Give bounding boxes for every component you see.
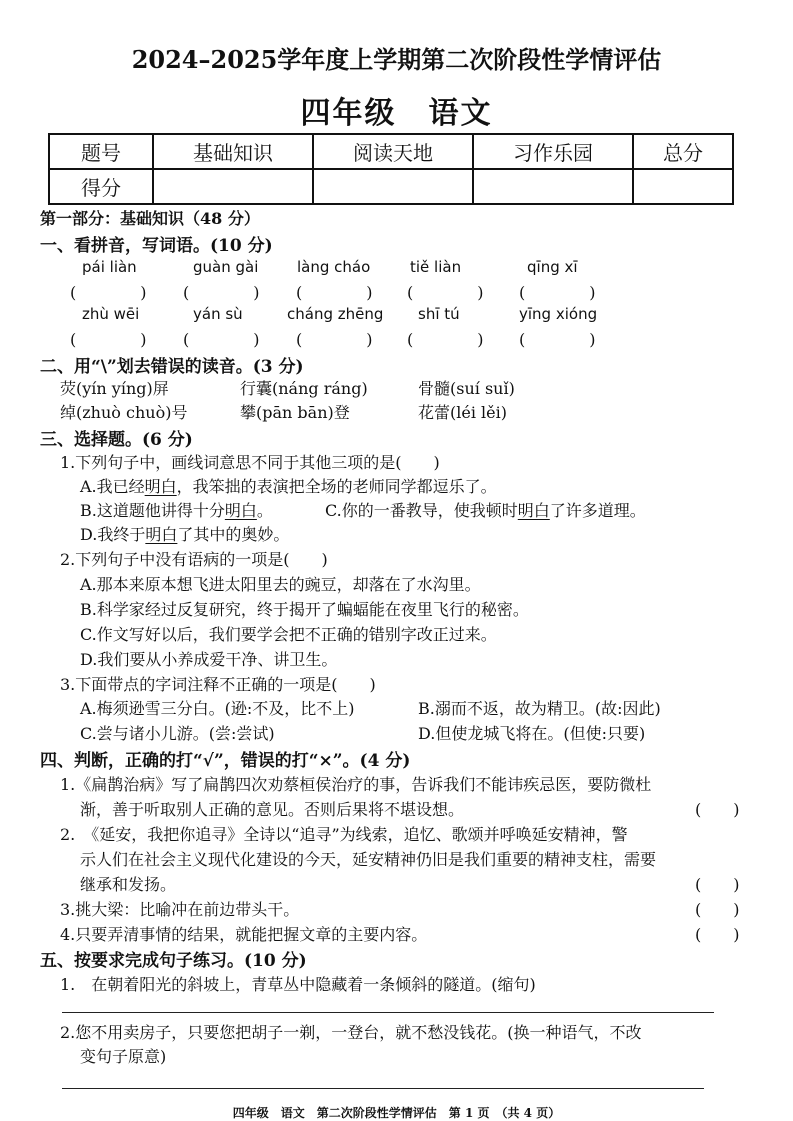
answer-blank[interactable]: ( ) [183,330,260,349]
answer-line-2[interactable] [62,1088,704,1089]
q3-3-option-d[interactable]: D.但使龙城飞将在。(但使:只要) [418,724,646,743]
judge-blank[interactable]: ( ) [695,800,740,819]
q2-item[interactable]: 骨髓(suí suǐ) [418,379,515,398]
q3-3-option-b[interactable]: B.溺而不返，故为精卫。(故:因此) [418,699,661,718]
q5-item-2-line2: 变句子原意) [80,1047,167,1066]
q4-title: 四、判断，正确的打“√”，错误的打“×”。(4 分) [40,751,411,771]
q3-1-option-d[interactable]: D.我终于明白了其中的奥妙。 [80,525,290,544]
part1-heading: 第一部分：基础知识（48 分） [40,209,260,228]
q3-3-stem: 3.下面带点的字词注释不正确的一项是( ) [60,675,376,694]
judge-blank[interactable]: ( ) [695,925,740,944]
q5-title: 五、按要求完成句子练习。(10 分) [40,951,307,971]
q2-title: 二、用“\”划去错误的读音。(3 分) [40,357,304,377]
judge-blank[interactable]: ( ) [695,900,740,919]
score-cell-basics[interactable] [153,169,313,204]
pinyin-8: cháng zhēng [287,305,384,323]
pinyin-2: guàn gài [193,258,259,276]
pinyin-7: yán sù [193,305,243,323]
score-cell-writing[interactable] [473,169,633,204]
q5-item-2-line1: 2.您不用卖房子，只要您把胡子一剃，一登台，就不愁没钱花。(换一种语气，不改 [60,1023,642,1042]
score-table-header-row [49,134,733,169]
judge-blank[interactable]: ( ) [695,875,740,894]
q2-item[interactable]: 荧(yín yíng)屏 [60,379,169,398]
q3-2-option-c[interactable]: C.作文写好以后，我们要学会把不正确的错别字改正过来。 [80,625,497,644]
q5-item-1: 1. 在朝着阳光的斜坡上，青草丛中隐藏着一条倾斜的隧道。(缩句) [60,975,536,994]
answer-blank[interactable]: ( ) [70,283,147,302]
q4-item-2-line1: 2. 《延安，我把你追寻》全诗以“追寻”为线索，追忆、歌颂并呼唤延安精神，警 [60,825,628,844]
score-table [48,133,734,205]
score-header-number: 题号 [49,134,153,169]
pinyin-6: zhù wēi [82,305,140,323]
q4-item-2-line3: 继承和发扬。 [80,875,177,894]
answer-blank[interactable]: ( ) [296,330,373,349]
score-table-score-row [49,169,733,204]
q4-item-2-line2: 示人们在社会主义现代化建设的今天，延安精神仍旧是我们重要的精神支柱，需要 [80,850,657,869]
q3-1-stem: 1.下列句子中，画线词意思不同于其他三项的是( ) [60,453,440,472]
q3-2-stem: 2.下列句子中没有语病的一项是( ) [60,550,328,569]
q3-2-option-a[interactable]: A.那本来原本想飞进太阳里去的豌豆，却落在了水沟里。 [80,575,481,594]
q3-3-option-c[interactable]: C.尝与诸小儿游。(尝:尝试) [80,724,275,743]
pinyin-3: làng cháo [297,258,371,276]
q3-1-option-a[interactable]: A.我已经明白，我笨拙的表演把全场的老师同学都逗乐了。 [80,477,497,496]
q4-item-4: 4.只要弄清事情的结果，就能把握文章的主要内容。 [60,925,428,944]
q1-title: 一、看拼音，写词语。(10 分) [40,236,273,256]
score-header-writing: 习作乐园 [473,134,633,169]
answer-blank[interactable]: ( ) [407,283,484,302]
q3-title: 三、选择题。(6 分) [40,430,193,450]
score-cell-total[interactable] [633,169,733,204]
q4-item-1-line1: 1.《扁鹊治病》写了扁鹊四次劝蔡桓侯治疗的事，告诉我们不能讳疾忌医，要防微杜 [60,775,652,794]
exam-subtitle: 四年级 语文 [300,96,493,131]
score-row-label: 得分 [49,169,153,204]
q2-item[interactable]: 花蕾(léi lěi) [418,403,507,422]
answer-blank[interactable]: ( ) [296,283,373,302]
q3-1-option-c[interactable]: C.你的一番教导，使我顿时明白了许多道理。 [325,501,646,520]
q3-3-option-a[interactable]: A.梅须逊雪三分白。(逊:不及，比不上) [80,699,355,718]
answer-line-1[interactable] [62,1012,714,1013]
pinyin-9: shī tú [418,305,460,323]
q2-item[interactable]: 绰(zhuò chuò)号 [60,403,188,422]
score-cell-reading[interactable] [313,169,473,204]
score-header-total: 总分 [633,134,733,169]
q3-2-option-b[interactable]: B.科学家经过反复研究，终于揭开了蝙蝠能在夜里飞行的秘密。 [80,600,529,619]
q2-item[interactable]: 行囊(náng ráng) [240,379,368,398]
score-header-reading: 阅读天地 [313,134,473,169]
score-header-basics: 基础知识 [153,134,313,169]
q2-item[interactable]: 攀(pān bān)登 [240,403,350,422]
pinyin-5: qīng xī [527,258,578,276]
q3-2-option-d[interactable]: D.我们要从小养成爱干净、讲卫生。 [80,650,338,669]
page-footer: 四年级 语文 第二次阶段性学情评估 第 1 页 （共 4 页） [232,1106,561,1120]
q4-item-1-line2: 渐，善于听取别人正确的意见。否则后果将不堪设想。 [80,800,465,819]
exam-title: 2024–2025学年度上学期第二次阶段性学情评估 [131,45,662,74]
q3-1-option-b[interactable]: B.这道题他讲得十分明白。 [80,501,273,520]
answer-blank[interactable]: ( ) [519,330,596,349]
pinyin-10: yīng xióng [519,305,598,323]
answer-blank[interactable]: ( ) [183,283,260,302]
pinyin-4: tiě liàn [410,258,462,276]
pinyin-1: pái liàn [82,258,137,276]
answer-blank[interactable]: ( ) [519,283,596,302]
q4-item-3: 3.挑大梁：比喻冲在前边带头干。 [60,900,300,919]
answer-blank[interactable]: ( ) [70,330,147,349]
answer-blank[interactable]: ( ) [407,330,484,349]
